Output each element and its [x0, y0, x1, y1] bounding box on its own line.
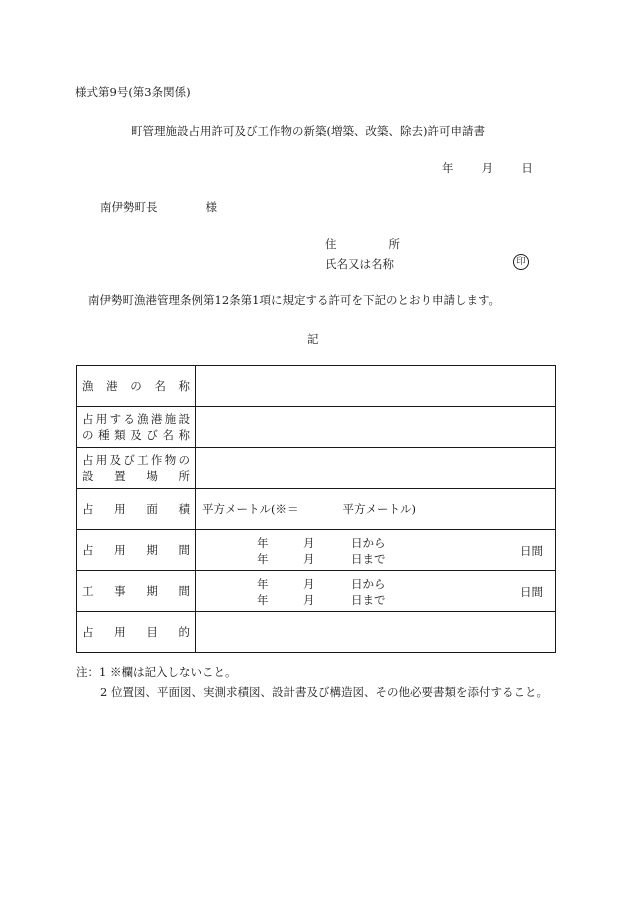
date-year-label: 年	[442, 161, 454, 175]
date-month-label: 月	[481, 161, 494, 175]
addressee-honorific: 様	[205, 200, 217, 214]
document-title: 町管理施設占用許可及び工作物の新築(増築、改築、除去)許可申請書	[131, 124, 485, 138]
applicant-address-label: 住 所	[325, 237, 400, 251]
note-1: 注：1 ※欄は記入しないこと。	[76, 665, 237, 679]
label-location: 占用及び工作物の 設置場所	[77, 448, 196, 489]
addressee	[100, 199, 217, 215]
table-row	[77, 612, 556, 653]
label-occupancy-area: 占用面積	[77, 489, 196, 530]
field-fishing-port-name[interactable]	[196, 366, 556, 407]
applicant-name-label: 氏名又は名称	[325, 257, 394, 271]
seal-mark: 印	[513, 254, 529, 270]
date-line	[442, 160, 533, 176]
label-construction-period: 工事期間	[77, 571, 196, 612]
area-unit-text: 平方メートル(※＝	[202, 502, 299, 516]
table-row	[77, 366, 556, 407]
label-occupancy-period: 占用期間	[77, 530, 196, 571]
construction-days-text: 日間	[520, 585, 543, 599]
table-row	[77, 530, 556, 571]
field-occupancy-area[interactable]	[196, 489, 556, 530]
form-number: 様式第9号(第3条関係)	[75, 85, 191, 99]
notes	[76, 662, 548, 702]
request-text: 南伊勢町漁港管理条例第12条第1項に規定する許可を下記のとおり申請します。	[88, 293, 501, 307]
field-occupancy-period[interactable]: 年 月 日から 年 月 日まで 日間	[196, 530, 556, 571]
date-day-label: 日	[521, 161, 533, 175]
period-from-text: 日から	[351, 536, 386, 550]
table-row	[77, 407, 556, 448]
period-to-text: 日まで	[351, 552, 386, 566]
ki-heading: 記	[307, 332, 319, 346]
addressee-name: 南伊勢町長	[100, 200, 158, 214]
application-table	[76, 365, 556, 653]
area-unit-text-2: 平方メートル)	[342, 502, 416, 516]
field-occupancy-purpose[interactable]	[196, 612, 556, 653]
label-occupancy-purpose: 占用目的	[77, 612, 196, 653]
period-days-text: 日間	[520, 544, 543, 558]
construction-to-text: 日まで	[351, 593, 386, 607]
field-location[interactable]	[196, 448, 556, 489]
table-row	[77, 448, 556, 489]
field-construction-period[interactable]: 年 月 日から 年 月 日まで 日間	[196, 571, 556, 612]
table-row	[77, 489, 556, 530]
field-facility-type[interactable]	[196, 407, 556, 448]
construction-from-text: 日から	[351, 577, 386, 591]
table-row	[77, 571, 556, 612]
label-facility-type: 占用する漁港施設 の種類及び名称	[77, 407, 196, 448]
label-fishing-port-name: 漁港の名称	[77, 366, 196, 407]
note-2: 2 位置図、平面図、実測求積図、設計書及び構造図、その他必要書類を添付すること。	[100, 685, 548, 699]
